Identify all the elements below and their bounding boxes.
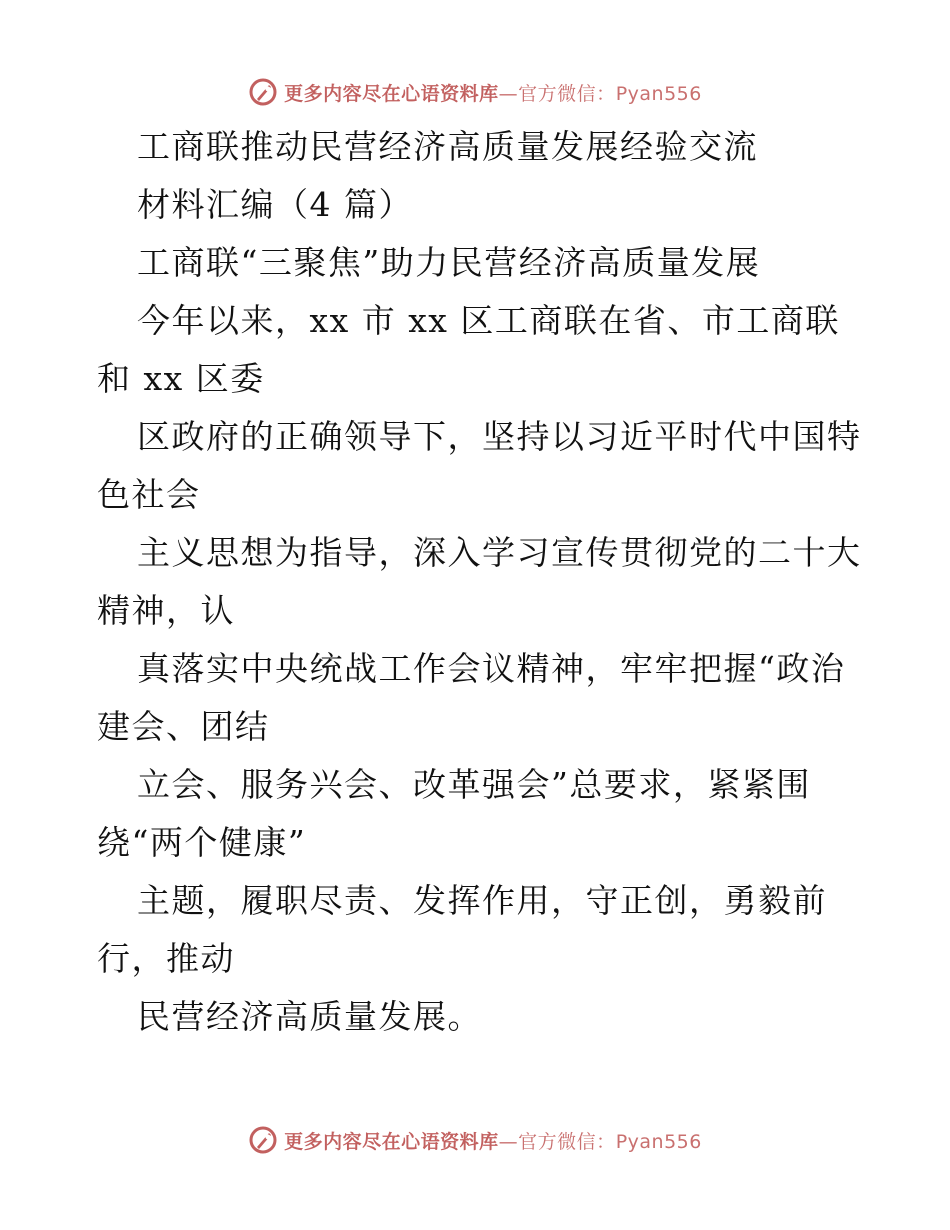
paragraph-line: 区政府的正确领导下，坚持以习近平时代中国特 (137, 417, 862, 456)
doc-subtitle: 工商联“三聚焦”助力民营经济高质量发展 (137, 243, 761, 282)
quill-circle-logo-icon (248, 1125, 278, 1155)
paragraph-line: 绕“两个健康” (97, 823, 307, 862)
paragraph-line: 今年以来，xx 市 xx 区工商联在省、市工商联 (137, 301, 840, 340)
banner-wechat-label: 官方微信： (518, 82, 616, 105)
paragraph-line: 立会、服务兴会、改革强会”总要求，紧紧围 (137, 765, 811, 804)
banner-wechat-id: Pyan556 (615, 82, 702, 105)
paragraph-line: 精神，认 (97, 591, 235, 630)
paragraph-line: 建会、团结 (97, 707, 270, 746)
banner-wechat-label: 官方微信： (518, 1130, 616, 1153)
paragraph-line: 行，推动 (97, 939, 235, 978)
banner-text: 更多内容尽在心语资料库 (284, 1130, 499, 1153)
doc-title-line-1: 工商联推动民营经济高质量发展经验交流 (137, 127, 758, 166)
doc-title-line-2: 材料汇编（4 篇） (137, 185, 413, 224)
banner-separator: — (498, 82, 519, 105)
paragraph-line: 民营经济高质量发展。 (137, 997, 482, 1036)
header-watermark-banner (0, 72, 950, 112)
paragraph-line: 真落实中央统战工作会议精神，牢牢把握“政治 (137, 649, 846, 688)
document-body (97, 118, 862, 1046)
footer-watermark-banner (0, 1120, 950, 1160)
quill-circle-logo-icon (248, 77, 278, 107)
paragraph-line: 和 xx 区委 (97, 359, 265, 398)
banner-text: 更多内容尽在心语资料库 (284, 82, 499, 105)
banner-separator: — (498, 1130, 519, 1153)
banner-wechat-id: Pyan556 (615, 1130, 702, 1153)
paragraph-line: 主义思想为指导，深入学习宣传贯彻党的二十大 (137, 533, 862, 572)
paragraph-line: 主题，履职尽责、发挥作用，守正创，勇毅前 (137, 881, 827, 920)
paragraph-line: 色社会 (97, 475, 201, 514)
